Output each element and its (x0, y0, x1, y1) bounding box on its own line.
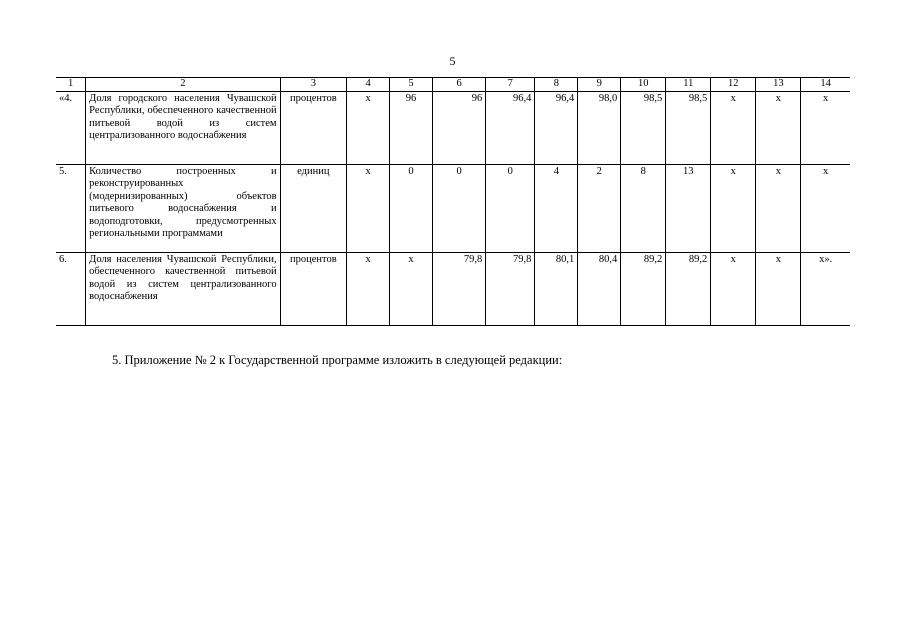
unit-of-measure: единиц (280, 164, 347, 252)
indicator-value: х (801, 164, 850, 252)
indicator-value: 0 (433, 164, 486, 252)
indicator-value: 0 (486, 164, 535, 252)
indicator-value: 96 (390, 91, 433, 164)
indicator-value: х (801, 91, 850, 164)
indicator-value: 89,2 (666, 252, 711, 325)
column-header: 10 (621, 78, 666, 92)
table-row (56, 164, 850, 252)
indicator-name: Количество построенных и реконструированных (модернизированных) объектов питьевого водоснабжения и водоподготовки, предусмотренных региональными программами (86, 164, 280, 252)
column-header: 9 (578, 78, 621, 92)
column-header: 3 (280, 78, 347, 92)
indicator-value: 96,4 (486, 91, 535, 164)
indicator-value: х (756, 252, 801, 325)
indicator-value: 4 (535, 164, 578, 252)
row-number: «4. (56, 91, 86, 164)
indicator-value: 98,0 (578, 91, 621, 164)
column-header: 11 (666, 78, 711, 92)
indicator-value: 79,8 (433, 252, 486, 325)
indicator-value: 13 (666, 164, 711, 252)
column-header: 8 (535, 78, 578, 92)
table-header-row (56, 78, 850, 92)
indicator-value: х (756, 164, 801, 252)
indicator-value: х (390, 252, 433, 325)
table-row (56, 252, 850, 325)
indicator-value: 98,5 (666, 91, 711, 164)
column-header: 14 (801, 78, 850, 92)
indicator-value: х (711, 252, 756, 325)
unit-of-measure: процентов (280, 91, 347, 164)
indicators-table (56, 77, 850, 326)
indicator-name: Доля городского населения Чувашской Республики, обеспеченного качественной питьевой водой из систем централизованного водоснабжения (86, 91, 280, 164)
column-header: 6 (433, 78, 486, 92)
row-number: 5. (56, 164, 86, 252)
column-header: 12 (711, 78, 756, 92)
indicator-value: 96 (433, 91, 486, 164)
indicator-value: 79,8 (486, 252, 535, 325)
indicator-value: х (347, 252, 390, 325)
column-header: 7 (486, 78, 535, 92)
indicator-name: Доля населения Чувашской Республики, обеспеченного качественной питьевой водой из систем централизованного водоснабжения (86, 252, 280, 325)
unit-of-measure: процентов (280, 252, 347, 325)
indicator-value: 98,5 (621, 91, 666, 164)
indicator-value: х (756, 91, 801, 164)
indicator-value: х (711, 91, 756, 164)
indicator-value: х (347, 164, 390, 252)
column-header: 1 (56, 78, 86, 92)
indicator-value: 80,1 (535, 252, 578, 325)
table-row (56, 91, 850, 164)
column-header: 5 (390, 78, 433, 92)
indicator-value: 2 (578, 164, 621, 252)
instruction-paragraph: 5. Приложение № 2 к Государственной программе изложить в следующей редакции: (112, 353, 563, 367)
indicator-value: 8 (621, 164, 666, 252)
page-number: 5 (449, 54, 456, 68)
indicator-value: 89,2 (621, 252, 666, 325)
indicator-value: 80,4 (578, 252, 621, 325)
column-header: 4 (347, 78, 390, 92)
column-header: 2 (86, 78, 280, 92)
column-header: 13 (756, 78, 801, 92)
row-number: 6. (56, 252, 86, 325)
indicator-value: х (711, 164, 756, 252)
indicator-value: 96,4 (535, 91, 578, 164)
indicator-value: х». (801, 252, 850, 325)
indicator-value: 0 (390, 164, 433, 252)
indicator-value: х (347, 91, 390, 164)
